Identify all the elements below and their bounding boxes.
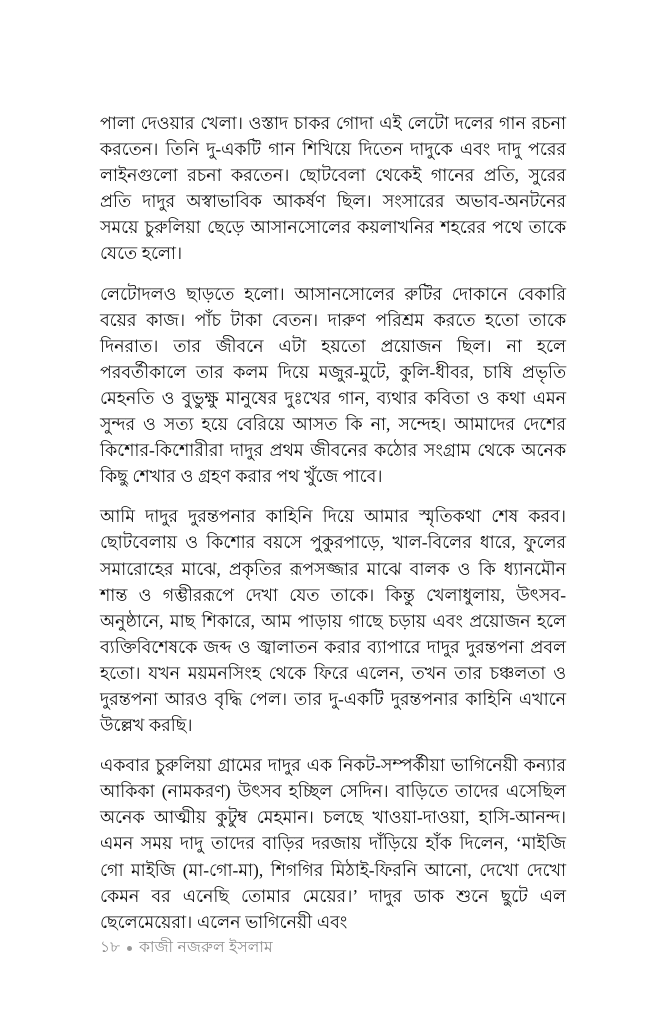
page-footer (100, 938, 566, 958)
author-name: কাজী নজরুল ইসলাম (139, 939, 273, 956)
paragraph: পালা দেওয়ার খেলা। ওস্তাদ চাকর গোদা এই লেটো দলের গান রচনা করতেন। তিনি দু-একটি গান শিখিয়ে দিতেন দাদুকে এবং দাদু পরের লাইনগুলো রচনা করতেন। ছোটবেলা থেকেই গানের প্রতি, সুরের প্রতি দাদুর অস্বাভাবিক আকর্ষণ ছিল। সংসারের অভাব-অনটনের সময়ে চুরুলিয়া ছেড়ে আসানসোলের কয়লাখনির শহরের পথে তাকে যেতে হলো। (100, 113, 566, 264)
paragraph: একবার চুরুলিয়া গ্রামের দাদুর এক নিকট-সম্পর্কীয়া ভাগিনেয়ী কন্যার আকিকা (নামকরণ) উৎসব হচ্ছিল সেদিন। বাড়িতে তাদের এসেছিল অনেক আত্মীয় কুটুম্ব মেহমান। চলছে খাওয়া-দাওয়া, হাসি-আনন্দ। এমন সময় দাদু তাদের বাড়ির দরজায় দাঁড়িয়ে হাঁক দিলেন, ‘মাইজি গো মাইজি (মা-গো-মা), শিগগির মিঠাই-ফিরনি আনো, দেখো দেখো কেমন বর এনেছি তোমার মেয়ের।’ দাদুর ডাক শুনে ছুটে এল ছেলেমেয়েরা। এলেন ভাগিনেয়ী এবং (100, 755, 566, 932)
bullet-separator-icon (127, 946, 132, 951)
paragraph: লেটোদলও ছাড়তে হলো। আসানসোলের রুটির দোকানে বেকারি বয়ের কাজ। পাঁচ টাকা বেতন। দারুণ পরিশ্রম করতে হতো তাকে দিনরাত। তার জীবনে এটা হয়তো প্রয়োজন ছিল। না হলে পরবর্তীকালে তার কলম দিয়ে মজুর-মুটে, কুলি-ধীবর, চাষি প্রভৃতি মেহনতি ও বুভুক্ষু মানুষের দুঃখের গান, ব্যথার কবিতা ও কথা এমন সুন্দর ও সত্য হয়ে বেরিয়ে আসত কি না, সন্দেহ। আমাদের দেশের কিশোর-কিশোরীরা দাদুর প্রথম জীবনের কঠোর সংগ্রাম থেকে অনেক কিছু শেখার ও গ্রহণ করার পথ খুঁজে পাবে। (100, 283, 566, 487)
page-body-text (100, 110, 566, 935)
paragraph: আমি দাদুর দুরন্তপনার কাহিনি দিয়ে আমার স্মৃতিকথা শেষ করব। ছোটবেলায় ও কিশোর বয়সে পুকুরপাড়ে, খাল-বিলের ধারে, ফুলের সমারোহের মাঝে, প্রকৃতির রূপসজ্জার মাঝে বালক ও কি ধ্যানমৌন শান্ত ও গম্ভীররূপে দেখা যেত তাকে। কিন্তু খেলাধুলায়, উৎসব-অনুষ্ঠানে, মাছ শিকারে, আম পাড়ায় গাছে চড়ায় এবং প্রয়োজন হলে ব্যক্তিবিশেষকে জব্দ ও জ্বালাতন করার ব্যাপারে দাদুর দুরন্তপনা প্রবল হতো। যখন ময়মনসিংহ থেকে ফিরে এলেন, তখন তার চঞ্চলতা ও দুরন্তপনা আরও বৃদ্ধি পেল। তার দু-একটি দুরন্তপনার কাহিনি এখানে উল্লেখ করছি। (100, 506, 566, 736)
page-number: ১৮ (100, 939, 121, 956)
